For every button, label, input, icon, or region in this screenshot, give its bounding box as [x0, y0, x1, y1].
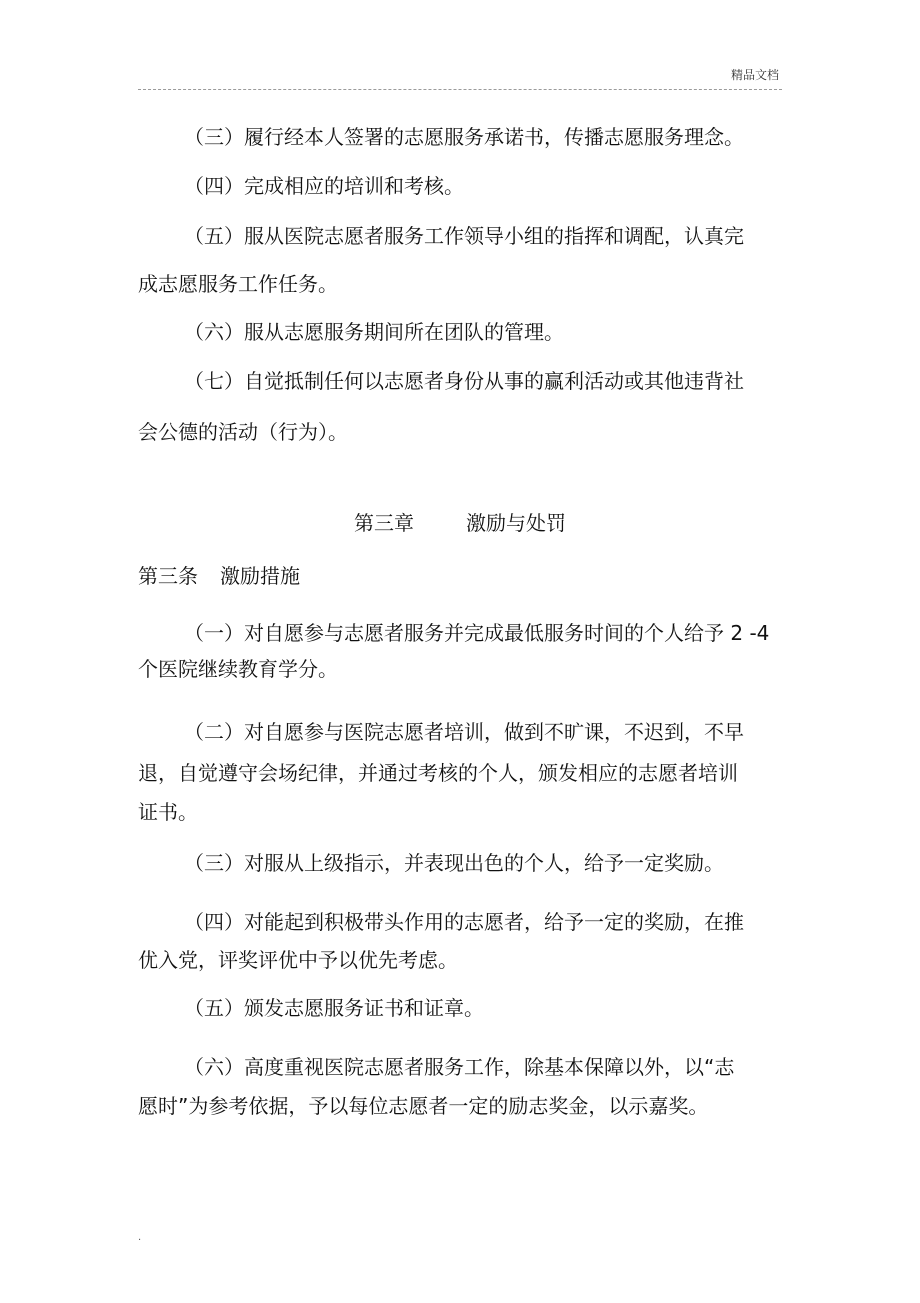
list-item-line: 证书。 — [138, 800, 198, 824]
chapter-number: 第三章 — [354, 511, 414, 535]
paragraph-line: （五）服从医院志愿者服务工作领导小组的指挥和调配，认真完 — [184, 224, 744, 248]
article-number: 第三条 — [138, 564, 198, 588]
list-item-line: （三）对服从上级指示，并表现出色的个人，给予一定奖励。 — [184, 851, 724, 875]
list-item-line: （六）高度重视医院志愿者服务工作，除基本保障以外，以“志 — [184, 1055, 735, 1079]
list-item-line: 退，自觉遵守会场纪律，并通过考核的个人，颁发相应的志愿者培训 — [138, 761, 738, 785]
list-item-line: 优入党，评奖评优中予以优先考虑。 — [138, 948, 458, 972]
list-item-line: （二）对自愿参与医院志愿者培训，做到不旷课，不迟到，不早 — [184, 720, 744, 744]
article-title: 激励措施 — [220, 564, 300, 588]
paragraph-line: （三）履行经本人签署的志愿服务承诺书，传播志愿服务理念。 — [184, 125, 744, 149]
paragraph-line: 成志愿服务工作任务。 — [138, 272, 338, 296]
paragraph-line: （四）完成相应的培训和考核。 — [184, 174, 464, 198]
list-item-line: 个医院继续教育学分。 — [138, 657, 338, 681]
article-heading — [138, 564, 782, 588]
list-item-line: （一）对自愿参与志愿者服务并完成最低服务时间的个人给予 2 -4 — [184, 621, 770, 645]
list-item-line: （四）对能起到积极带头作用的志愿者，给予一定的奖励，在推 — [184, 910, 744, 934]
chapter-title: 激励与处罚 — [466, 511, 566, 535]
list-item-line: 愿时”为参考依据，予以每位志愿者一定的励志奖金，以示嘉奖。 — [138, 1094, 709, 1118]
header-divider — [138, 89, 782, 90]
paragraph-line: （六）服从志愿服务期间所在团队的管理。 — [184, 320, 564, 344]
chapter-heading — [0, 511, 920, 535]
list-item-line: （五）颁发志愿服务证书和证章。 — [184, 996, 484, 1020]
footer-mark: . — [138, 1232, 142, 1243]
header-label: 精品文档 — [730, 68, 779, 82]
paragraph-line: 会公德的活动（行为）。 — [138, 420, 348, 444]
paragraph-line: （七）自觉抵制任何以志愿者身份从事的赢利活动或其他违背社 — [184, 369, 744, 393]
